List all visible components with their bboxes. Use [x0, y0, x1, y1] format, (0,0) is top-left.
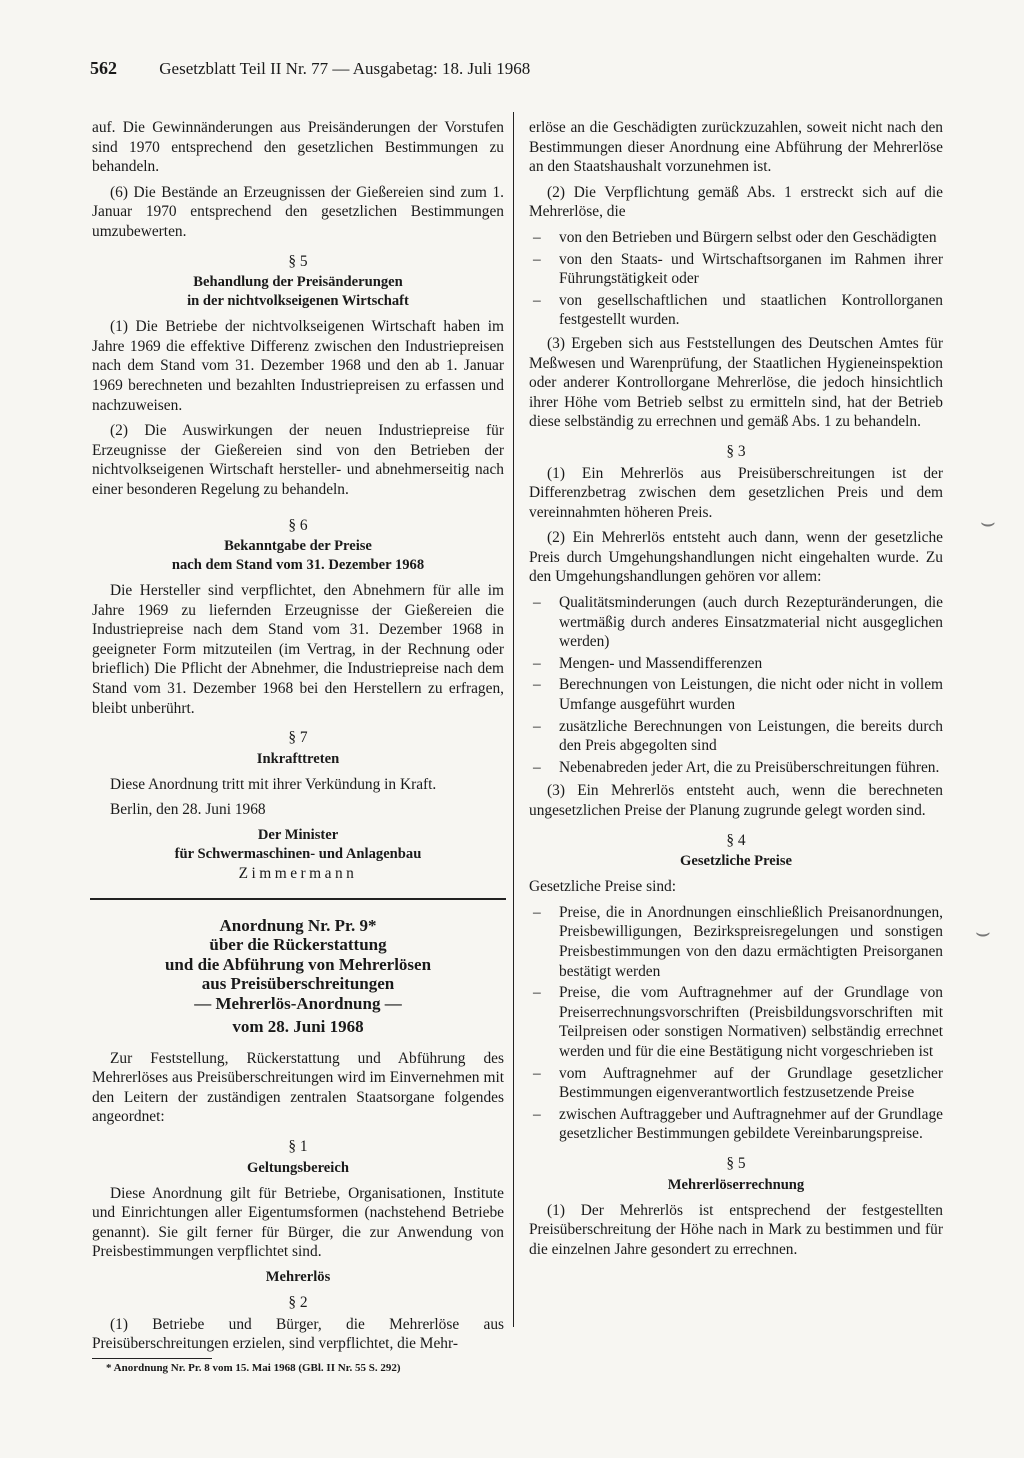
- heading-line: nach dem Stand vom 31. Dezember 1968: [171, 557, 425, 574]
- section-number: § 2: [288, 1293, 308, 1311]
- dash-list: [529, 228, 943, 330]
- section-heading: Gesetzliche Preise: [680, 853, 792, 870]
- paragraph: (2) Ein Mehrerlös entsteht auch dann, wenn der gesetzliche Preis durch Umgehungshandlungen nicht eingehalten wurde. Zu den Umgehungshandlungen gehören vor allem:: [529, 529, 943, 586]
- section-heading: Geltungsbereich: [247, 1159, 349, 1176]
- place-date: Berlin, den 28. Juni 1968: [110, 801, 266, 819]
- section-number: § 1: [288, 1138, 308, 1155]
- paragraph: Gesetzliche Preise sind:: [529, 878, 677, 896]
- signature-line: Der Minister: [257, 827, 339, 844]
- section-heading: [92, 537, 504, 575]
- section-number: § 4: [726, 831, 746, 849]
- section-heading: [92, 273, 504, 311]
- list-item: – von den Betrieben und Bürgern selbst oder den Geschädigten: [529, 228, 943, 248]
- title-line: — Mehrerlös-Anordnung —: [194, 993, 402, 1013]
- list-item: – Preise, die vom Auftragnehmer auf der Grundlage von Preiserrechnungsvorschriften (Preisbildungsvorschriften mit Teilpreisen oder sonstigen Normativen) selbständig errechnet werden und für die eine Bestätigung nicht vorgeschrieben ist: [529, 983, 943, 1061]
- list-item: – Nebenabreden jeder Art, die zu Preisüberschreitungen führen.: [529, 758, 943, 778]
- dash-list: [529, 903, 943, 1144]
- margin-scribble-icon: ⌣: [975, 920, 991, 946]
- list-item: – vom Auftragnehmer auf der Grundlage gesetzlicher Bestimmungen eigenverantwortlich festzusetzende Preise: [529, 1064, 943, 1103]
- list-item: – von den Staats- und Wirtschaftsorganen im Rahmen ihrer Führungstätigkeit oder: [529, 250, 943, 289]
- title-date: vom 28. Juni 1968: [232, 1017, 364, 1037]
- paragraph: auf. Die Gewinnänderungen aus Preisänderungen der Vorstufen sind 1970 entsprechend den gesetzlichen Bestimmungen zu behandeln.: [92, 119, 504, 176]
- paragraph: Diese Anordnung tritt mit ihrer Verkündung in Kraft.: [110, 775, 437, 793]
- paragraph: Zur Feststellung, Rückerstattung und Abführung des Mehrerlöses aus Preisüberschreitungen wird im Einvernehmen mit den Leitern der zuständigen zentralen Staatsorgane folgendes angeordnet:: [92, 1049, 504, 1126]
- title-line: über die Rückerstattung: [209, 935, 387, 955]
- paragraph: (3) Ergeben sich aus Feststellungen des Deutschen Amtes für Meßwesen und Warenprüfung, der Staatlichen Hygieneinspektion oder anderer Kontrollorgane Mehrerlöse, die jedoch hinsichtlich ihrer Höhe vom Betrieb selbst zu ermitteln sind, hat der Betrieb diese selbständig zu errechnen und gemäß Abs. 1 zu behandeln.: [529, 334, 943, 431]
- section-number: § 7: [288, 729, 308, 747]
- signature-line: für Schwermaschinen- und Anlagenbau: [174, 846, 422, 863]
- footnote-rule: [92, 1358, 212, 1359]
- paragraph: (1) Ein Mehrerlös aus Preisüberschreitungen ist der Differenzbetrag zwischen dem gesetzlichen Preis und dem vereinnahmten höheren Preis.: [529, 464, 943, 521]
- heading-line: Bekanntgabe der Preise: [224, 538, 372, 555]
- paragraph: (1) Der Mehrerlös ist entsprechend der festgestellten Preisüberschreitung der Höhe nach in Mark zu bestimmen und für die einzelnen Jahre gesondert zu errechnen.: [529, 1201, 943, 1258]
- list-item: – Preise, die in Anordnungen einschließlich Preisanordnungen, Preisbewilligungen, Bezirkspreisregelungen und sonstigen Preisbestimmungen von den dazu ermächtigten Preisorganen bestätigt werden: [529, 903, 943, 981]
- ordinance-title: [92, 916, 504, 1037]
- section-number: § 5: [726, 1154, 746, 1172]
- signature-name: Zimmermann: [238, 865, 358, 883]
- list-item: – zwischen Auftraggeber und Auftragnehmer auf der Grundlage gesetzlicher Bestimmungen gebildete Vereinbarungspreise.: [529, 1105, 943, 1144]
- list-item: – Qualitätsminderungen (auch durch Rezepturänderungen, die wertmäßig durch anderes Einsatzmaterial nicht ausgeglichen werden): [529, 593, 943, 652]
- section-number: § 6: [288, 516, 308, 534]
- title-line: aus Preisüberschreitungen: [201, 974, 395, 994]
- paragraph: (2) Die Auswirkungen der neuen Industriepreise für Erzeugnisse der Gießereien sind von den Betrieben der nichtvolkseigenen Wirtschaft hersteller- und abnehmerseitig nach einer besonderen Regelung zu behandeln.: [92, 422, 504, 498]
- column-divider: [513, 112, 514, 1327]
- list-item: – zusätzliche Berechnungen von Leistungen, die bereits durch den Preis abgegolten sind: [529, 717, 943, 756]
- list-item: – von gesellschaftlichen und staatlichen Kontrollorganen festgestellt wurden.: [529, 291, 943, 330]
- section-rule: [90, 898, 506, 900]
- left-column: [92, 118, 504, 1375]
- section-heading: Mehrerlös: [265, 1268, 331, 1285]
- list-item: – Berechnungen von Leistungen, die nicht oder nicht in vollem Umfange ausgeführt wurden: [529, 675, 943, 714]
- page-header: [90, 58, 730, 79]
- right-column: [529, 118, 943, 1265]
- signature-title: [92, 826, 504, 864]
- paragraph: (1) Betriebe und Bürger, die Mehrerlöse aus Preisüberschreitungen erzielen, sind verpflichtet, die Mehr-: [92, 1315, 504, 1353]
- heading-line: in der nichtvolkseigenen Wirtschaft: [187, 293, 409, 310]
- dash-list: [529, 593, 943, 777]
- margin-scribble-icon: ⌣: [980, 510, 996, 536]
- paragraph: (1) Die Betriebe der nichtvolkseigenen Wirtschaft haben im Jahre 1969 die effektive Differenz zwischen den Industriepreisen nach dem Stand vom 31. Dezember 1968 und den ab 1. Januar 1969 berechneten und bezahlten Industriepreisen zu erfassen und nachzuweisen.: [92, 318, 504, 414]
- paragraph: erlöse an die Geschädigten zurückzuzahlen, soweit nicht nach den Bestimmungen dieser Anordnung eine Abführung der Mehrerlöse an den Staatshaushalt vorzunehmen ist.: [529, 119, 943, 176]
- page-number: 562: [90, 58, 117, 78]
- gazette-title: Gesetzblatt Teil II Nr. 77 — Ausgabetag: 18. Juli 1968: [159, 59, 531, 78]
- list-item: – Mengen- und Massendifferenzen: [529, 654, 943, 674]
- paragraph: Diese Anordnung gilt für Betriebe, Organisationen, Institute und Einrichtungen aller Eigentumsformen (nachstehend Betriebe genannt). Sie gilt ferner für Bürger, die zur Anwendung von Preisbestimmungen verpflichtet sind.: [92, 1184, 504, 1261]
- paragraph: (3) Ein Mehrerlös entsteht auch, wenn die berechneten ungesetzlichen Preise der Planung zugrunde gelegt worden sind.: [529, 782, 943, 819]
- heading-line: Behandlung der Preisänderungen: [193, 274, 403, 291]
- section-heading: Inkrafttreten: [256, 750, 340, 767]
- paragraph: (2) Die Verpflichtung gemäß Abs. 1 erstreckt sich auf die Mehrerlöse, die: [529, 183, 943, 221]
- section-number: § 5: [288, 252, 308, 270]
- paragraph: (6) Die Bestände an Erzeugnissen der Gießereien sind zum 1. Januar 1970 entsprechend den gesetzlichen Bestimmungen umzubewerten.: [92, 183, 504, 240]
- title-line: Anordnung Nr. Pr. 9*: [219, 915, 377, 935]
- paragraph: Die Hersteller sind verpflichtet, den Abnehmern für alle im Jahre 1969 zu liefernden Erzeugnisse der Gießereien die Industriepreise nach dem Stand vom 31. Dezember 1968 in geeigneter Form mitzuteilen (im Vertrag, in der Rechnung oder brieflich) Die Pflicht der Abnehmer, die Industriepreise nach dem Stand vom 31. Dezember 1968 bei den Herstellern zu erfragen, bleibt unberührt.: [92, 582, 504, 717]
- section-heading: Mehrerlöserrechnung: [667, 1176, 805, 1193]
- footnote: * Anordnung Nr. Pr. 8 vom 15. Mai 1968 (GBl. II Nr. 55 S. 292): [106, 1361, 401, 1374]
- section-number: § 3: [726, 442, 746, 460]
- title-line: und die Abführung von Mehrerlösen: [164, 954, 432, 974]
